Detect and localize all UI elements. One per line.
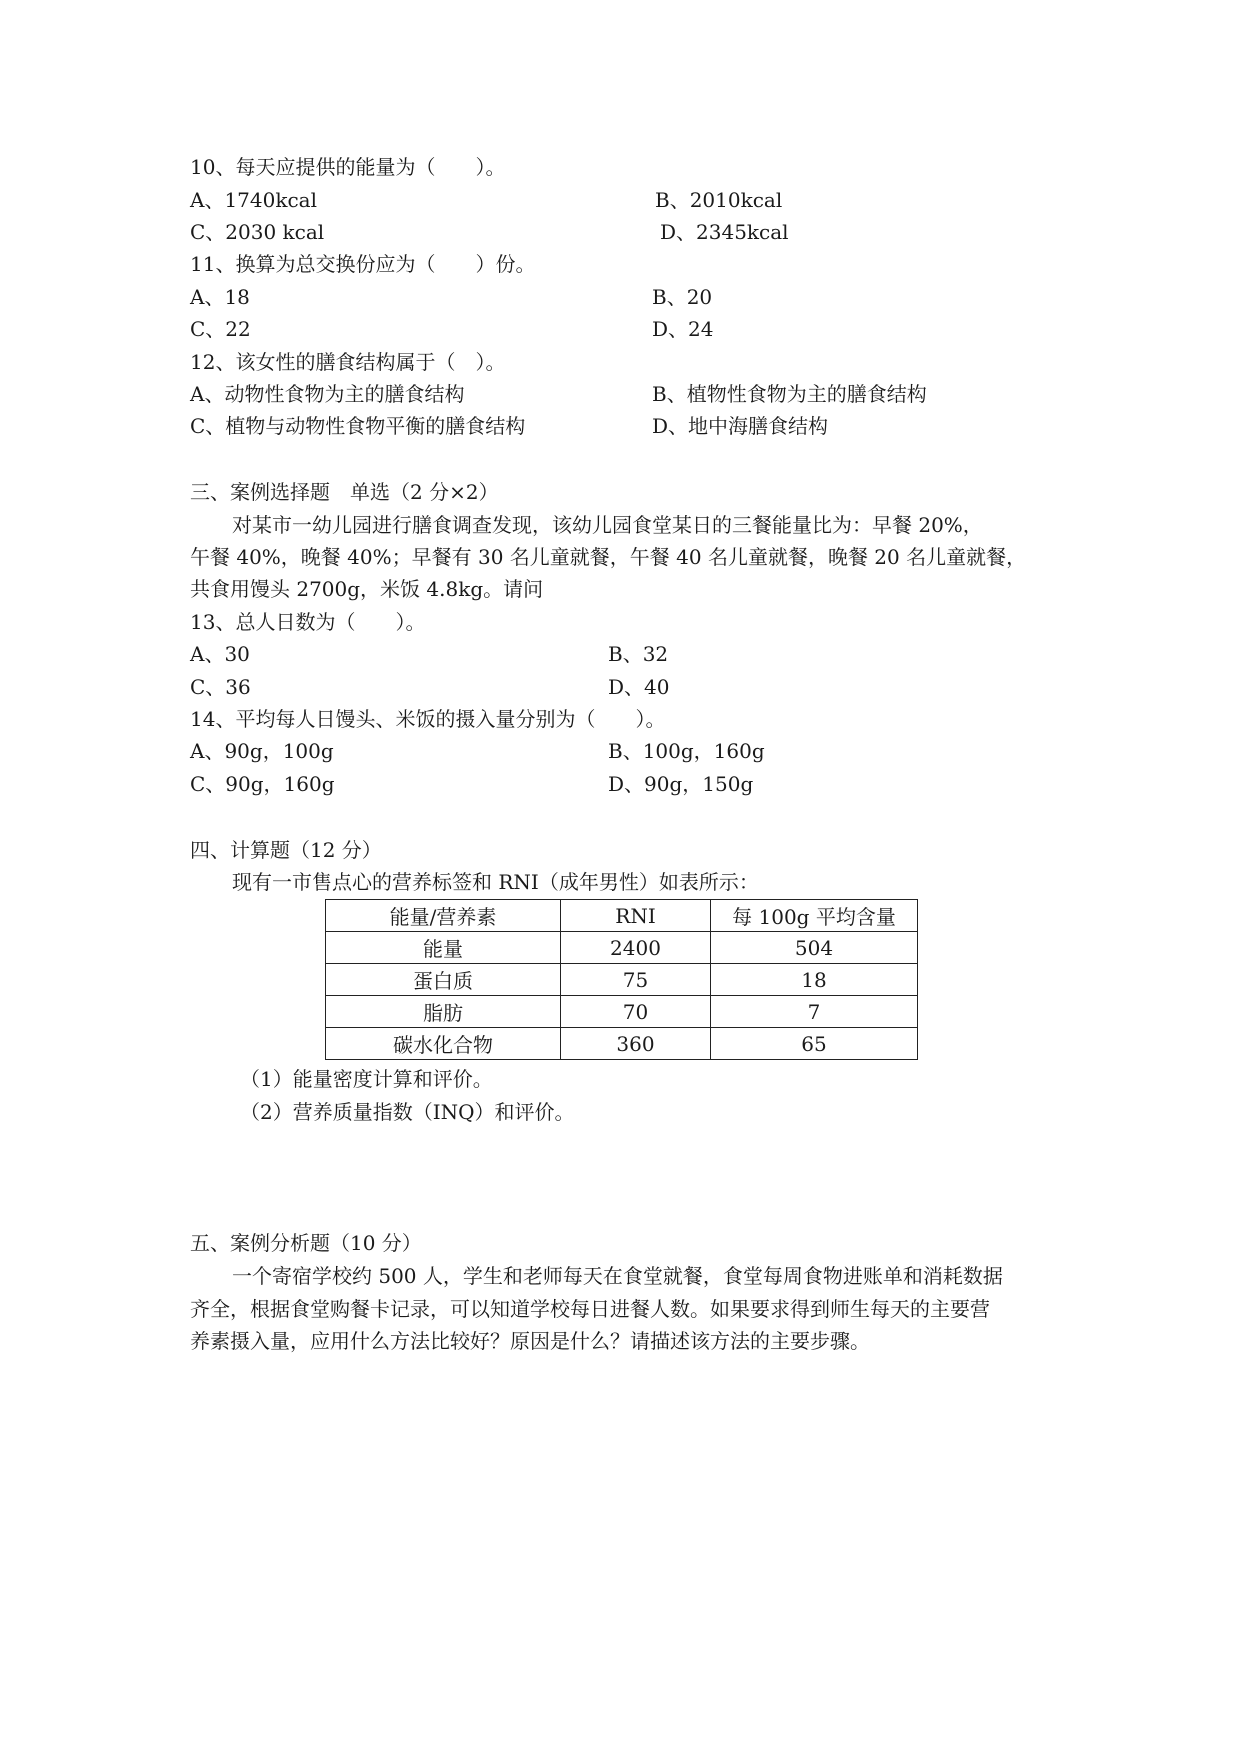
table-row <box>326 996 918 1028</box>
question-13-option-b: B、32 <box>608 642 669 666</box>
table-cell: 504 <box>711 932 918 964</box>
question-13-stem: 13、总人日数为（ ）。 <box>190 610 426 634</box>
question-11-option-b: B、20 <box>652 285 713 309</box>
question-14-option-a: A、90g，100g <box>190 739 334 763</box>
nutrition-table <box>325 899 918 1060</box>
table-cell: 70 <box>561 996 711 1028</box>
table-header-cell: 每 100g 平均含量 <box>711 900 918 932</box>
question-12-option-d: D、地中海膳食结构 <box>652 414 829 438</box>
section-4-subquestion-2: （2）营养质量指数（INQ）和评价。 <box>240 1100 575 1124</box>
table-cell: 蛋白质 <box>326 964 561 996</box>
question-10-option-a: A、1740kcal <box>190 188 317 212</box>
question-11-option-c: C、22 <box>190 317 251 341</box>
question-11-option-d: D、24 <box>652 317 714 341</box>
table-cell: 碳水化合物 <box>326 1028 561 1060</box>
table-cell: 脂肪 <box>326 996 561 1028</box>
question-14-option-d: D、90g，150g <box>608 772 754 796</box>
section-5-title: 五、案例分析题（10 分） <box>190 1231 422 1255</box>
question-11-stem: 11、换算为总交换份应为（ ）份。 <box>190 252 536 276</box>
question-14-stem: 14、平均每人日馒头、米饭的摄入量分别为（ ）。 <box>190 707 666 731</box>
table-header-cell: RNI <box>561 900 711 932</box>
table-cell: 2400 <box>561 932 711 964</box>
table-row <box>326 964 918 996</box>
table-cell: 360 <box>561 1028 711 1060</box>
question-13-option-c: C、36 <box>190 675 251 699</box>
table-row <box>326 1028 918 1060</box>
table-header-cell: 能量/营养素 <box>326 900 561 932</box>
section-3-paragraph-line-2: 午餐 40%，晚餐 40%；早餐有 30 名儿童就餐，午餐 40 名儿童就餐，晚餐 20 名儿童就餐， <box>190 545 1027 569</box>
question-11-option-a: A、18 <box>190 285 250 309</box>
question-12-stem: 12、该女性的膳食结构属于（ ）。 <box>190 350 506 374</box>
section-3-paragraph-line-3: 共食用馒头 2700g，米饭 4.8kg。请问 <box>190 577 544 601</box>
table-cell: 18 <box>711 964 918 996</box>
table-cell: 75 <box>561 964 711 996</box>
question-10-option-d: D、2345kcal <box>660 220 789 244</box>
question-13-option-a: A、30 <box>190 642 250 666</box>
question-14-option-b: B、100g，160g <box>608 739 765 763</box>
question-13-option-d: D、40 <box>608 675 670 699</box>
table-cell: 7 <box>711 996 918 1028</box>
question-12-option-b: B、植物性食物为主的膳食结构 <box>652 382 927 406</box>
question-12-option-c: C、植物与动物性食物平衡的膳食结构 <box>190 414 526 438</box>
section-3-title: 三、案例选择题 单选（2 分×2） <box>190 480 499 504</box>
section-3-paragraph-line-1: 对某市一幼儿园进行膳食调查发现，该幼儿园食堂某日的三餐能量比为：早餐 20%， <box>232 513 983 537</box>
section-4-intro: 现有一市售点心的营养标签和 RNI（成年男性）如表所示： <box>232 870 759 894</box>
section-4-title: 四、计算题（12 分） <box>190 838 382 862</box>
table-row <box>326 932 918 964</box>
section-4-subquestion-1: （1）能量密度计算和评价。 <box>240 1067 493 1091</box>
table-cell: 能量 <box>326 932 561 964</box>
question-12-option-a: A、动物性食物为主的膳食结构 <box>190 382 465 406</box>
section-5-paragraph-line-1: 一个寄宿学校约 500 人，学生和老师每天在食堂就餐，食堂每周食物进账单和消耗数据 <box>232 1264 1003 1288</box>
question-10-option-b: B、2010kcal <box>655 188 783 212</box>
table-header-row <box>326 900 918 932</box>
section-5-paragraph-line-2: 齐全，根据食堂购餐卡记录，可以知道学校每日进餐人数。如果要求得到师生每天的主要营 <box>190 1297 990 1321</box>
question-10-stem: 10、每天应提供的能量为（ ）。 <box>190 155 506 179</box>
question-10-option-c: C、2030 kcal <box>190 220 325 244</box>
section-5-paragraph-line-3: 养素摄入量，应用什么方法比较好？原因是什么？请描述该方法的主要步骤。 <box>190 1329 870 1353</box>
question-14-option-c: C、90g，160g <box>190 772 335 796</box>
table-cell: 65 <box>711 1028 918 1060</box>
